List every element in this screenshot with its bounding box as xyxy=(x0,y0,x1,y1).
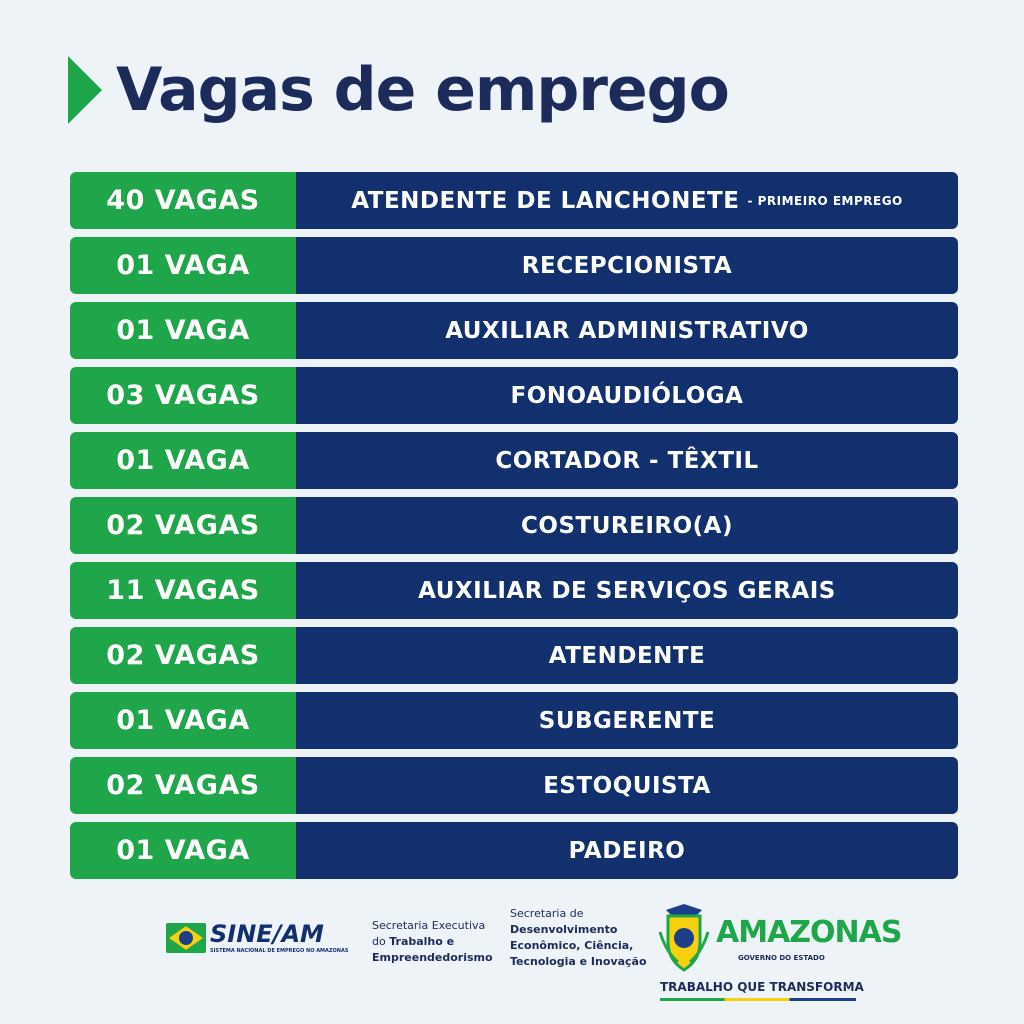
job-count: 01 VAGA xyxy=(70,432,296,489)
job-row xyxy=(70,627,958,684)
job-count: 01 VAGA xyxy=(70,692,296,749)
job-title: ATENDENTE xyxy=(296,627,958,684)
job-title: AUXILIAR DE SERVIÇOS GERAIS xyxy=(296,562,958,619)
job-title: FONOAUDIÓLOGA xyxy=(296,367,958,424)
job-count: 01 VAGA xyxy=(70,822,296,879)
job-title: ESTOQUISTA xyxy=(296,757,958,814)
job-title: COSTUREIRO(A) xyxy=(296,497,958,554)
job-count: 01 VAGA xyxy=(70,302,296,359)
sine-logo xyxy=(166,922,348,954)
job-row xyxy=(70,692,958,749)
secretaria-trabalho: Secretaria Executiva do Trabalho e Empreendedorismo xyxy=(372,919,493,964)
amazonas-crest-icon xyxy=(656,902,712,974)
amazonas-name: AMAZONAS xyxy=(716,915,902,950)
job-row xyxy=(70,172,958,229)
job-title: AUXILIAR ADMINISTRATIVO xyxy=(296,302,958,359)
job-row xyxy=(70,302,958,359)
slogan-underline xyxy=(660,998,856,1001)
job-row xyxy=(70,432,958,489)
job-title: SUBGERENTE xyxy=(296,692,958,749)
page-header xyxy=(68,56,729,124)
job-row xyxy=(70,497,958,554)
footer-logos xyxy=(0,896,1024,1006)
brazil-flag-icon xyxy=(166,923,206,953)
sine-subtitle: SISTEMA NACIONAL DE EMPREGO NO AMAZONAS xyxy=(210,948,349,954)
job-row xyxy=(70,367,958,424)
job-title xyxy=(296,172,958,229)
job-count: 02 VAGAS xyxy=(70,627,296,684)
page-title: Vagas de emprego xyxy=(116,55,729,125)
job-title-note: - PRIMEIRO EMPREGO xyxy=(747,193,903,208)
job-count: 02 VAGAS xyxy=(70,757,296,814)
job-title: CORTADOR - TÊXTIL xyxy=(296,432,958,489)
job-count: 02 VAGAS xyxy=(70,497,296,554)
job-count: 11 VAGAS xyxy=(70,562,296,619)
secretaria-desenvolvimento: Secretaria de Desenvolvimento Econômico, Ciência, Tecnologia e Inovação xyxy=(510,907,647,968)
job-row xyxy=(70,757,958,814)
chevron-right-icon xyxy=(68,56,102,124)
job-title-text: ATENDENTE DE LANCHONETE xyxy=(351,187,740,214)
amazonas-logo xyxy=(656,902,902,1002)
job-row xyxy=(70,562,958,619)
job-title: RECEPCIONISTA xyxy=(296,237,958,294)
job-count: 01 VAGA xyxy=(70,237,296,294)
job-row xyxy=(70,237,958,294)
amazonas-gov: GOVERNO DO ESTADO xyxy=(738,954,825,962)
sine-name: SINE/AM xyxy=(210,920,324,948)
amazonas-slogan: TRABALHO QUE TRANSFORMA xyxy=(660,980,864,994)
job-count: 40 VAGAS xyxy=(70,172,296,229)
job-row xyxy=(70,822,958,879)
job-count: 03 VAGAS xyxy=(70,367,296,424)
job-title: PADEIRO xyxy=(296,822,958,879)
job-list xyxy=(70,172,958,887)
